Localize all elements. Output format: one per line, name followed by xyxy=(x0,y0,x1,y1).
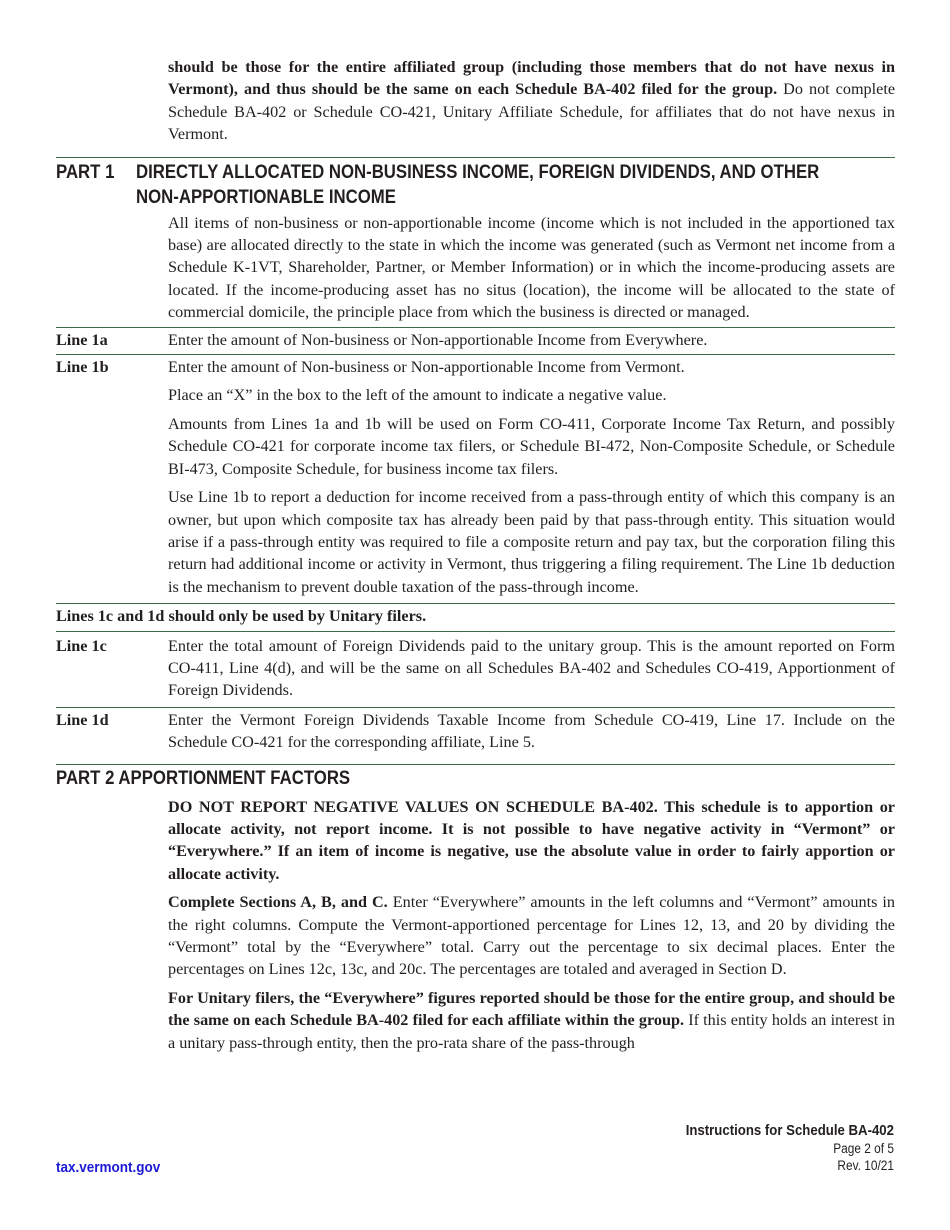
line1c-label: Line 1c xyxy=(56,636,107,655)
line1b-paragraph-1: Enter the amount of Non-business or Non-apportionable Income from Vermont. xyxy=(168,358,685,377)
unitary-bold-text: For Unitary filers, the “Everywhere” figures reported should be those for the entire group, and should be the same on each Schedule BA-402 filed for each affiliate within the group. xyxy=(168,988,895,1030)
line1a-label: Line 1a xyxy=(56,330,108,349)
part1-label: PART 1 xyxy=(56,160,115,183)
line1b-paragraph-4: Use Line 1b to report a deduction for income received from a pass-through entity of which this company is an owner, but upon which composite tax has already been paid by that pass-through entity. This situation would arise if a pass-through entity was required to file a composite return and pay tax, but the corporation filing this return had additional income or activity in Vermont, thus triggering a filing requirement. The Line 1b deduction is the mechanism to prevent double taxation of the pass-through income. xyxy=(168,488,895,596)
intro-paragraph xyxy=(56,56,895,146)
part2-warning: DO NOT REPORT NEGATIVE VALUES ON SCHEDULE BA-402. This schedule is to apportion or allocate activity, not report income. It is not possible to have negative activity in “Vermont” or “Everywhere.” If an item of income is negative, use the absolute value in order to fairly apportion or allocate activity. xyxy=(168,797,895,883)
line1c-text: Enter the total amount of Foreign Dividends paid to the unitary group. This is the amount reported on Form CO-411, Line 4(d), and will be the same on all Schedules BA-402 and Schedules CO-419, Apportionment of Foreign Dividends. xyxy=(168,636,895,700)
line1d-text: Enter the Vermont Foreign Dividends Taxable Income from Schedule CO-419, Line 17. Include on the Schedule CO-421 for the corresponding affiliate, Line 5. xyxy=(168,710,895,752)
line1c-row xyxy=(56,635,895,702)
line1b-paragraph-2: Place an “X” in the box to the left of the amount to indicate a negative value. xyxy=(168,386,667,405)
part1-title-line2: NON-APPORTIONABLE INCOME xyxy=(135,185,396,208)
unitary-note: Lines 1c and 1d should only be used by Unitary filers. xyxy=(56,607,427,626)
unitary-text: If this entity holds an interest in a unitary pass-through entity, then the pro-rata share of the pass-through xyxy=(168,1011,895,1052)
website-link[interactable]: tax.vermont.gov xyxy=(56,1159,161,1176)
line1d-label: Line 1d xyxy=(56,710,109,729)
intro-bold-text: should be those for the entire affiliated group (including those members that do not have nexus in Vermont), and thus should be the same on each Schedule BA-402 filed for the group. xyxy=(168,58,895,99)
part2-complete-paragraph xyxy=(56,891,895,981)
document-page xyxy=(56,0,895,1054)
line1a-text: Enter the amount of Non-business or Non-apportionable Income from Everywhere. xyxy=(168,330,708,349)
line1c-rule xyxy=(56,631,895,632)
complete-text: Enter “Everywhere” amounts in the left columns and “Vermont” amounts in the right columns. Compute the Vermont-apportioned percentage for Lines 12, 13, and 20 by dividing the “Vermont” total by the “Everywhere” total. Carry out the percentage to six decimal places. Enter the percentages on Lines 12c, 13c, and 20c. The percentages are totaled and averaged in Section D. xyxy=(168,893,895,979)
line1b-label: Line 1b xyxy=(56,358,109,377)
part1-title-line1: DIRECTLY ALLOCATED NON-BUSINESS INCOME, FOREIGN DIVIDENDS, AND OTHER xyxy=(135,160,820,183)
complete-bold-text: Complete Sections A, B, and C. xyxy=(168,893,388,912)
footer-revision: Rev. 10/21 xyxy=(837,1158,894,1173)
footer-page-number: Page 2 of 5 xyxy=(833,1141,894,1156)
part2-top-rule xyxy=(56,764,895,765)
intro-text: Do not complete Schedule BA-402 or Schedule CO-421, Unitary Affiliate Schedule, for affiliates that do not have nexus in Vermont. xyxy=(168,80,895,144)
line1a-row xyxy=(56,329,895,351)
line1d-row xyxy=(56,709,895,754)
line1b-rule xyxy=(56,354,895,355)
line1b-row xyxy=(56,356,895,598)
line1d-rule xyxy=(56,707,895,708)
footer-info xyxy=(394,1121,894,1174)
line1b-paragraph-3: Amounts from Lines 1a and 1b will be used on Form CO-411, Corporate Income Tax Return, and possibly Schedule CO-421 for corporate income tax filers, or Schedule BI-472, Non-Composite Schedule, or Schedule BI-473, Composite Schedule, for business income tax filers. xyxy=(168,414,895,478)
part1-intro-paragraph: All items of non-business or non-apportionable income (income which is not included in the apportioned tax base) are allocated directly to the state in which the income was generated (such as Vermont net income from a Schedule K-1VT, Shareholder, Partner, or Member Information) or in which the income-producing assets are located. If the income-producing asset has no situs (location), the income will be allocated to the state of commercial domicile, the principle place from which the business is directed or managed. xyxy=(168,213,895,322)
part1-heading xyxy=(56,160,893,210)
part2-heading: PART 2 APPORTIONMENT FACTORS xyxy=(56,766,351,789)
footer-doc-title: Instructions for Schedule BA-402 xyxy=(685,1122,894,1139)
part1-top-rule xyxy=(56,157,895,158)
unitary-note-rule xyxy=(56,603,895,604)
line1a-rule xyxy=(56,327,895,328)
part2-unitary-paragraph xyxy=(56,987,895,1054)
